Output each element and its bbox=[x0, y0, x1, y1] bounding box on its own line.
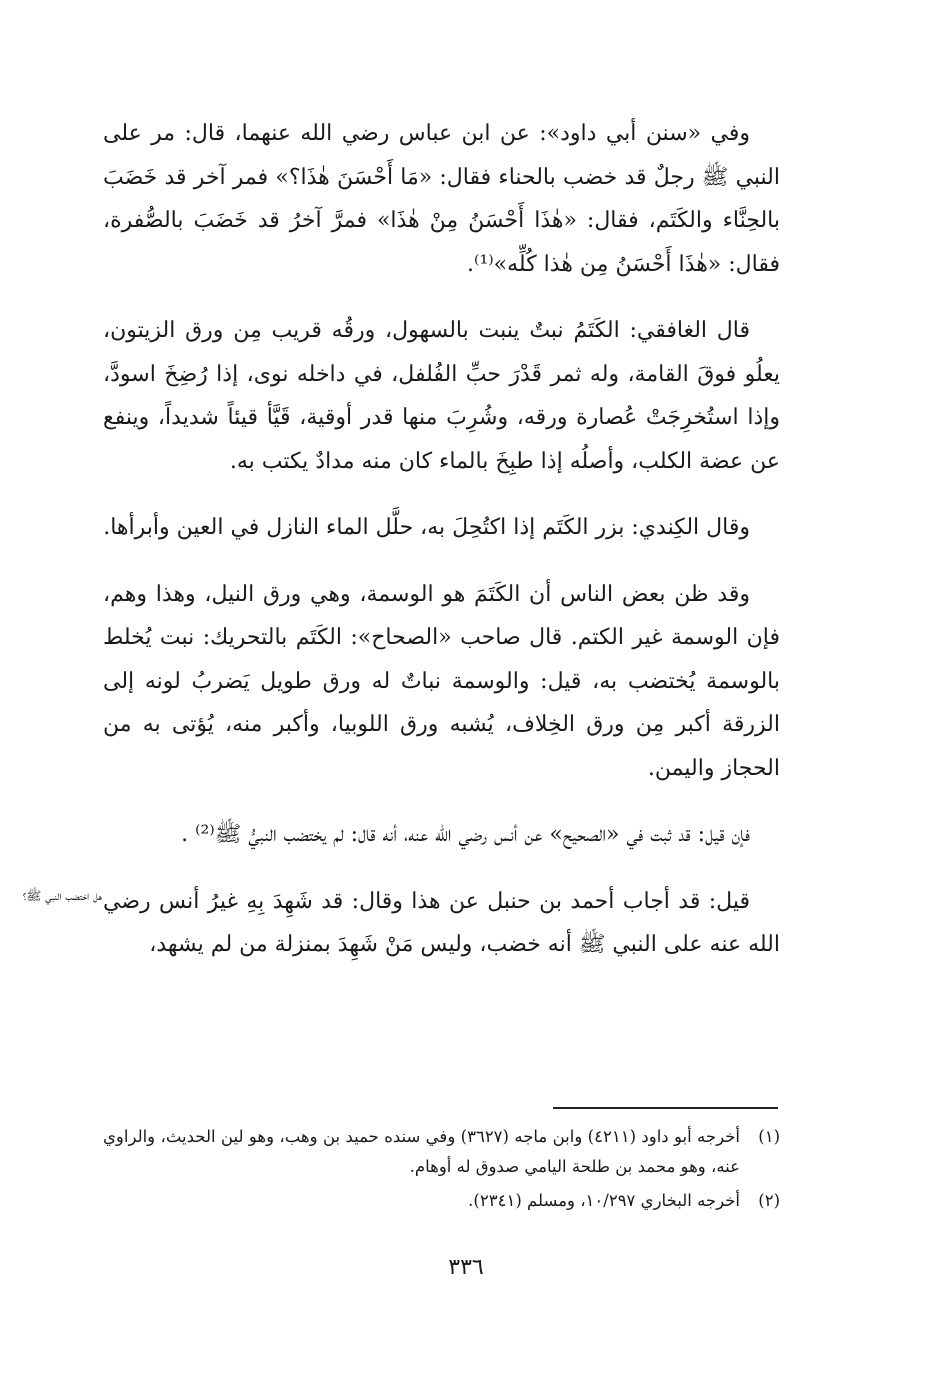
paragraph-anas-question: فإن قيل: قد ثبت في «الصحيح» عن أنس رضي الله عنه، أنه قال: لم يختضب النبيُّ ﷺ⁽²⁾ . bbox=[181, 822, 750, 847]
footnote-2 bbox=[103, 1186, 780, 1216]
paragraph-wasma: وقد ظن بعض الناس أن الكَتَمَ هو الوسمة، وهي ورق النيل، وهذا وهم، فإن الوسمة غير الكتم. قال صاحب «الصحاح»: الكَتَم بالتحريك: نبت يُخلط بالوسمة يُختضب به، قيل: والوسمة نباتٌ له ورق طويل يَضربُ لونه إلى الزرقة أكبر مِن ورق الخِلاف، يُشبه ورق اللوبيا، وأكبر منه، يُؤتى به من الحجاز واليمن. bbox=[103, 581, 780, 781]
paragraph-kindi: وقال الكِندي: بزر الكَتَم إذا اكتُحِلَ به، حلَّل الماء النازل في العين وأبرأها. bbox=[103, 515, 750, 540]
footnote-marker: (١) bbox=[758, 1127, 780, 1146]
footnotes bbox=[103, 1122, 780, 1220]
footnote-separator bbox=[553, 1107, 778, 1109]
paragraph-abu-dawud-hadith: وفي «سنن أبي داود»: عن ابن عباس رضي الله عنهما، قال: مر على النبي ﷺ رجلٌ قد خضب بالحناء فقال: «مَا أَحْسَنَ هٰذَا؟» فمر آخر قد خَضَبَ بالحِنَّاء والكَتَم، فقال: «هٰذَا أَحْسَنُ مِنْ هٰذَا» فمرَّ آخرُ قد خَضَبَ بالصُّفرة، فقال: «هٰذَا أَحْسَنُ مِن هٰذا كُلِّه»⁽¹⁾. bbox=[103, 121, 780, 277]
footnote-text: أخرجه أبو داود (٤٢١١) وابن ماجه (٣٦٢٧) وفي سنده حميد بن وهب، وهو لين الحديث، والراوي عنه، وهو محمد بن طلحة اليامي صدوق له أوهام. bbox=[103, 1127, 740, 1176]
main-text bbox=[103, 112, 780, 990]
footnote-1 bbox=[103, 1122, 780, 1182]
footnote-marker: (٢) bbox=[758, 1191, 780, 1210]
footnote-text: أخرجه البخاري ١٠/٢٩٧، ومسلم (٢٣٤١). bbox=[468, 1191, 740, 1210]
margin-heading: هل اختضب النبي ﷺ؟ bbox=[22, 888, 102, 903]
paragraph-ghafiqi: قال الغافقي: الكَتَمُ نبتٌ ينبت بالسهول، ورقُه قريب مِن ورق الزيتون، يعلُو فوقَ القامة، وله ثمر قَدْرَ حبِّ الفُلفل، في داخله نوى، إذا رُضِخَ اسودَّ، وإذا استُخرِجَتْ عُصارة ورقه، وشُرِبَ منها قدر أوقية، قَيَّأ قيئاً شديداً، وينفع عن عضة الكلب، وأصلُه إذا طبِخَ بالماء كان منه مدادٌ يكتب به. bbox=[103, 318, 780, 474]
page-number: ٣٣٦ bbox=[448, 1255, 484, 1280]
paragraph-ahmad-answer: قيل: قد أجاب أحمد بن حنبل عن هذا وقال: قد شَهِدَ بِهِ غيرُ أنس رضي الله عنه على النبي ﷺ أنه خضب، وليس مَنْ شَهِدَ بمنزلة من لم يشهد، bbox=[103, 888, 780, 957]
